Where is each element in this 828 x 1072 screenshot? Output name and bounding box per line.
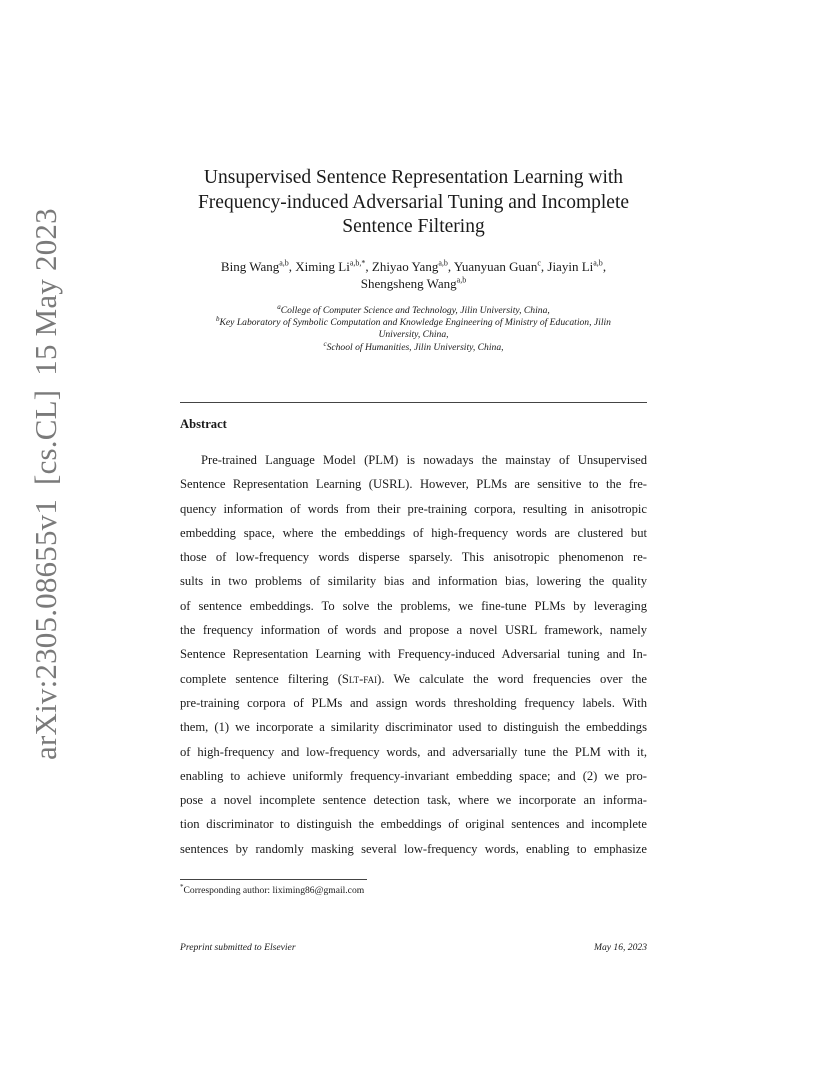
footer-date: May 16, 2023 [593,942,647,953]
abstract-body [180,448,647,861]
author-separator: , [288,259,296,274]
author-name: Jiayin Li [547,259,594,274]
abstract-line: the frequency information of words and propose a novel USRL framework, namely [180,623,647,638]
arxiv-date: 15 May 2023 [28,208,63,376]
author-affiliation-mark: a,b [456,275,467,285]
footer-preprint-note: Preprint submitted to Elsevier [180,942,296,953]
affiliation-text: College of Computer Science and Technology, Jilin University, China, [280,305,550,316]
author-name: Shengsheng Wang [360,276,457,291]
affiliation-item: University, China, [378,329,449,341]
affiliation-item [180,339,647,354]
abstract-line: of sentence embeddings. To solve the problems, we fine-tune PLMs by leveraging [180,598,647,613]
abstract-heading: Abstract [180,417,227,431]
abstract-line: Sentence Representation Learning (USRL). However, PLMs are sensitive to the fre- [180,477,647,492]
footnote-text: Corresponding author: liximing86@gmail.com [183,885,365,897]
abstract-line: them, (1) we incorporate a similarity discriminator used to distinguish the embeddings [180,720,647,735]
author-affiliation-mark: a,b [593,258,603,268]
author-separator: , [447,259,454,274]
author-affiliation-mark: a,b,* [349,258,366,268]
affiliation-mark: c [323,339,327,348]
abstract-line: of high-frequency and low-frequency words, and adversarially tune the PLM with it, [180,744,647,759]
author-affiliation-mark: c [537,258,541,268]
author-separator: , [365,259,372,274]
author-list [180,258,647,292]
abstract-line: Pre-trained Language Model (PLM) is nowadays the mainstay of Unsupervised [201,453,647,467]
author-name: Ximing Li [295,259,350,274]
section-divider [180,402,647,403]
title-line: Frequency-induced Adversarial Tuning and Incomplete [197,191,630,213]
abstract-line: enabling to achieve uniformly frequency-invariant embedding space; and (2) we pro- [180,768,647,783]
abstract-line: pose a novel incomplete sentence detection task, where we incorporate an informa- [180,793,647,808]
arxiv-category: [cs.CL] [28,389,63,485]
author-separator: , [540,259,548,274]
method-name: Slt-fai [341,671,378,686]
footnote [180,883,364,896]
affiliation-mark: b [216,315,220,324]
affiliation-text: School of Humanities, Jilin University, China, [326,341,504,353]
footnote-mark: * [180,883,184,891]
affiliation-item [180,302,647,317]
paper-title [180,166,647,240]
author-name: Zhiyao Yang [371,259,439,274]
abstract-line: complete sentence filtering (Slt-fai). We calculate the word frequencies over the [180,671,648,686]
abstract-line: Sentence Representation Learning with Frequency-induced Adversarial tuning and In- [180,647,647,662]
author-name: Bing Wang [220,259,280,274]
author-affiliation-mark: a,b [438,258,448,268]
author-name: Yuanyuan Guan [453,259,538,274]
abstract-line: sentences by randomly masking several low-frequency words, enabling to emphasize [180,841,647,856]
abstract-line: embedding space, where the embeddings of high-frequency words are clustered but [180,525,647,540]
arxiv-id: arXiv:2305.08655v1 [28,498,63,760]
affiliation-text: Key Laboratory of Symbolic Computation and Knowledge Engineering of Ministry of Education, Jilin [219,317,611,329]
abstract-line: pre-training corpora of PLMs and assign words thresholding frequency labels. With [180,695,647,710]
title-line: Unsupervised Sentence Representation Learning with [203,167,624,188]
affiliation-item [180,317,647,329]
affiliation-list [180,302,647,354]
abstract-line: tion discriminator to distinguish the embeddings of original sentences and incomplete [180,817,647,832]
author-separator: , [602,259,607,274]
author-affiliation-mark: a,b [279,258,289,268]
abstract-line: those of low-frequency words disperse sparsely. This anisotropic phenomenon re- [180,550,647,565]
title-line: Sentence Filtering [342,216,485,237]
paper-title-block [180,166,647,240]
abstract-line: quency information of words from their pre-training corpora, resulting in anisotropic [180,501,647,516]
footnote-divider [180,879,367,880]
arxiv-identifier-stamp [28,208,63,760]
abstract-line: sults in two problems of similarity bias and information bias, lowering the quality [180,574,647,589]
affiliation-mark: a [277,302,281,311]
